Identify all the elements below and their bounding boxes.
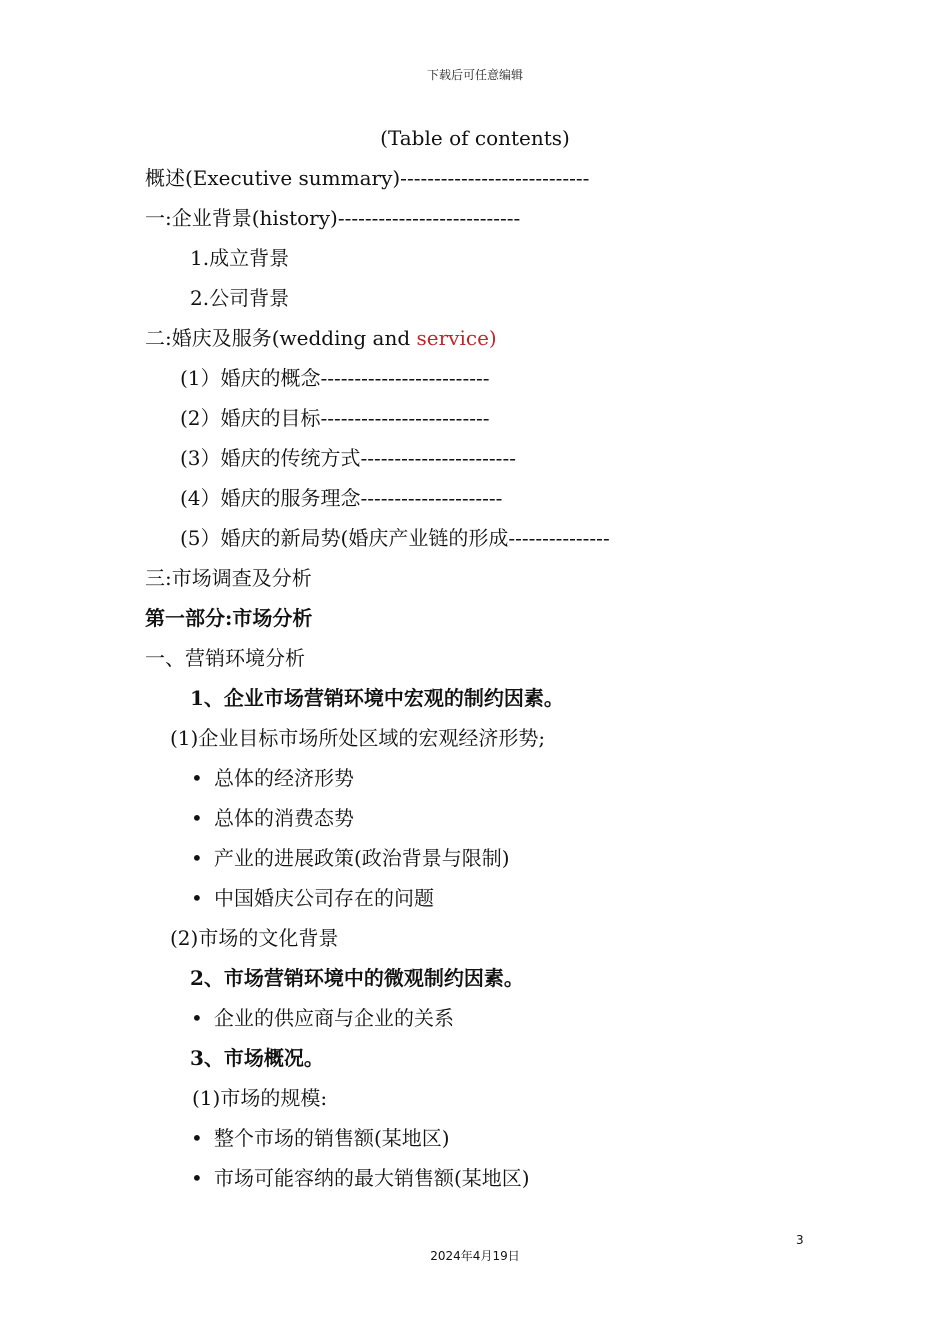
page-number: 3 <box>796 1233 804 1247</box>
heading-micro-factors: 2、市场营销环境中的微观制约因素。 <box>190 966 524 990</box>
bullet-icon: • <box>191 1006 203 1030</box>
section-heading: 一、营销环境分析 <box>145 646 305 670</box>
sub-market-scale: (1)市场的规模: <box>192 1086 328 1110</box>
bullet-icon: • <box>191 1126 203 1150</box>
toc-line-history: 一:企业背景(history)--------------------------- <box>145 206 521 230</box>
toc-line-service-text: service) <box>416 326 497 350</box>
bullet-icon: • <box>191 766 203 790</box>
list-item: 整个市场的销售额(某地区) <box>214 1126 450 1150</box>
page-footer-date: 2024年4月19日 <box>430 1249 520 1263</box>
toc-line-new-situation: (5）婚庆的新局势(婚庆产业链的形成--------------- <box>180 526 610 550</box>
toc-line-summary: 概述(Executive summary)---------------------------- <box>145 166 590 190</box>
toc-line-company: 2.公司背景 <box>190 286 290 310</box>
toc-line-wedding-text: 二:婚庆及服务(wedding and <box>145 326 417 350</box>
bullet-icon: • <box>191 886 203 910</box>
toc-line-wedding <box>145 324 497 352</box>
heading-market-overview: 3、市场概况。 <box>190 1046 324 1070</box>
toc-line-market-research: 三:市场调查及分析 <box>145 566 312 590</box>
list-item: 总体的消费态势 <box>214 806 354 830</box>
list-item: 产业的进展政策(政治背景与限制) <box>214 846 510 870</box>
list-item: 企业的供应商与企业的关系 <box>214 1006 454 1030</box>
toc-line-founding: 1.成立背景 <box>190 246 290 270</box>
toc-line-tradition: (3）婚庆的传统方式----------------------- <box>180 446 516 470</box>
part-title: 第一部分:市场分析 <box>145 606 313 630</box>
toc-line-philosophy: (4）婚庆的服务理念--------------------- <box>180 486 503 510</box>
bullet-icon: • <box>191 846 203 870</box>
heading-macro-factors: 1、企业市场营销环境中宏观的制约因素。 <box>190 686 564 710</box>
toc-line-concept: (1）婚庆的概念------------------------- <box>180 366 490 390</box>
bullet-icon: • <box>191 1166 203 1190</box>
bullet-icon: • <box>191 806 203 830</box>
list-item: 中国婚庆公司存在的问题 <box>214 886 434 910</box>
list-item: 市场可能容纳的最大销售额(某地区) <box>214 1166 530 1190</box>
sub-culture: (2)市场的文化背景 <box>170 926 339 950</box>
sub-macro-economy: (1)企业目标市场所处区域的宏观经济形势; <box>170 726 546 750</box>
list-item: 总体的经济形势 <box>214 766 354 790</box>
page-header: 下载后可任意编辑 <box>426 68 523 82</box>
toc-title: (Table of contents) <box>380 126 570 150</box>
toc-line-goal: (2）婚庆的目标------------------------- <box>180 406 490 430</box>
